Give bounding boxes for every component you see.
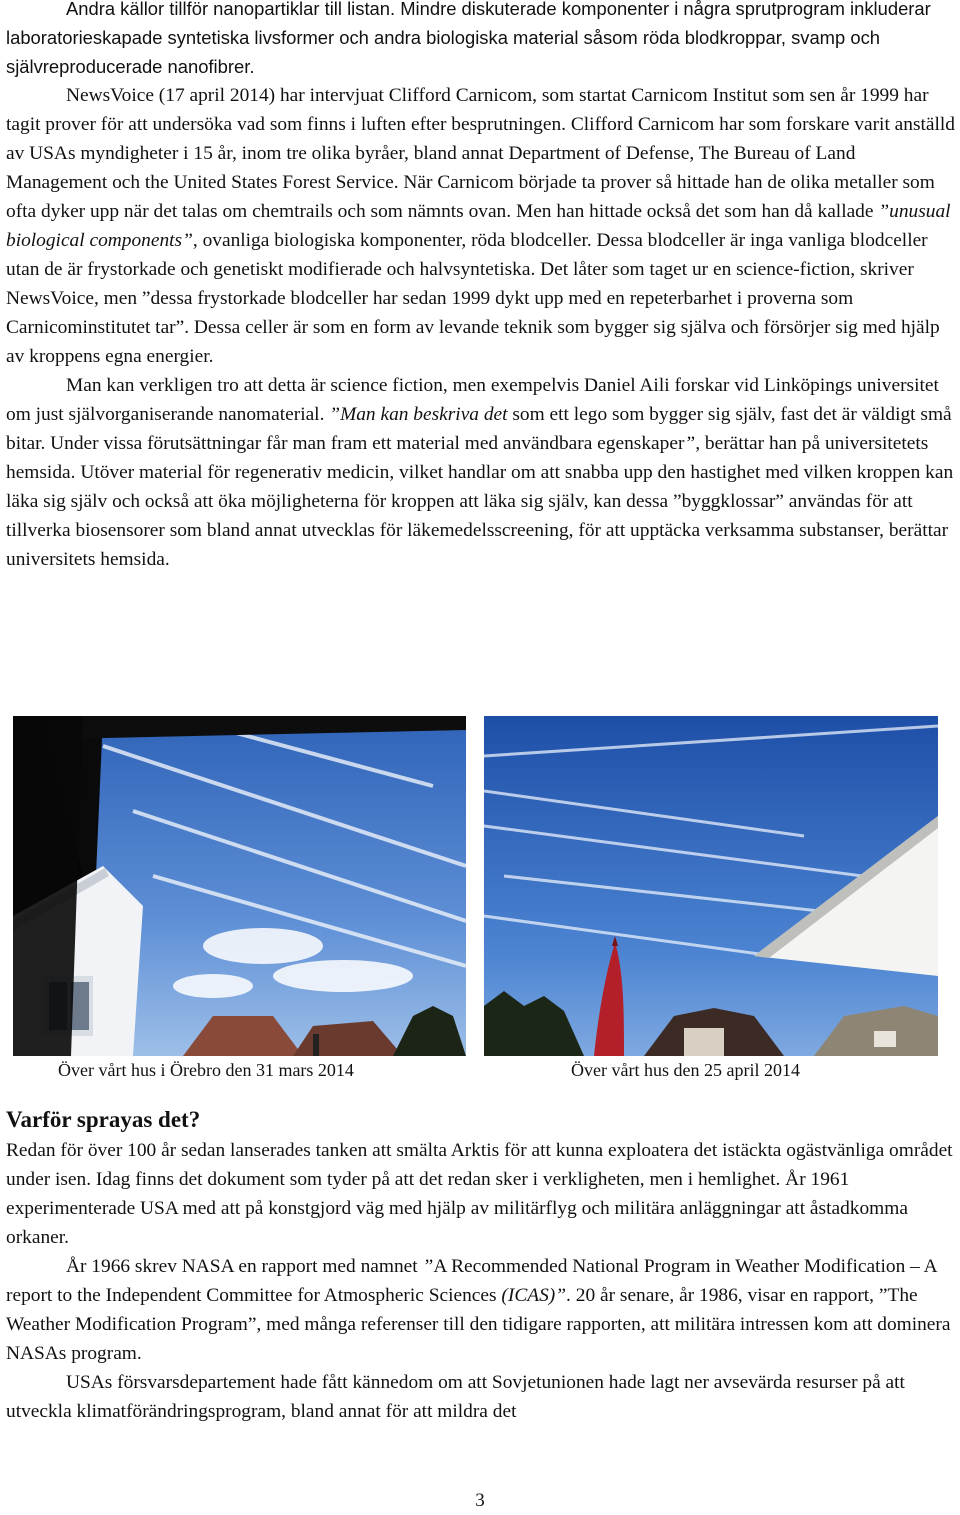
photo-sky-april (484, 716, 938, 1056)
photo-window-sky-march (13, 716, 466, 1056)
paragraph-text: , ovanliga biologiska komponenter, röda blodceller. Dessa blodceller är inga vanliga blodceller utan de är frystorkade och genetiskt modifierade och halvsyntetiska. Det låter som taget ur en science-fiction, skriver NewsVoice, men ”dessa frystorkade blodceller har sedan 1999 dykt upp med en repeterbarhet i proverna som Carnicominstitutet tar”. Dessa celler är som en form av levande teknik som bygger sig själva och försörjer sig med hjälp av kroppens egna energier. (6, 230, 940, 367)
italic-quote: ” (422, 1256, 434, 1277)
section-why-sprayed (6, 1107, 956, 1426)
paragraph-text: NewsVoice (17 april 2014) har intervjuat Clifford Carnicom, som startat Carnicom Institut som sen år 1999 har tagit prover för att undersöka vad som finns i luften efter besprutningen. Clifford Carnicom har som forskare varit anställd av USAs myndigheter i 15 år, inom tre olika byråer, bland annat Department of Defense, The Bureau of Land Management och the United States Forest Service. När Carnicom började ta prover så hittade han de olika metaller som ofta dyker upp när det talas om chemtrails och som nämnts ovan. Men han hittade också det som han då kallade (6, 85, 955, 222)
paragraph-text: Man kan verkligen tro att detta är science fiction, men exempelvis Daniel Aili forskar vid Linköpings universitet om just självorganiserande nanomaterial. (6, 375, 939, 425)
paragraph-text: USAs försvarsdepartement hade fått kännedom om att Sovjetunionen hade lagt ner avsevärda resurser på att utveckla klimatförändringsprogram, bland annat för att mildra det (6, 1372, 905, 1422)
section-heading: Varför sprayas det? (6, 1107, 201, 1132)
paragraph-text: . 20 år senare, år 1986, visar en rapport, ”The Weather Modification Program”, med många referenser till den tidigare rapporten, att militära intressen kom att dominera NASAs program. (6, 1285, 951, 1364)
italic-quote: (ICAS)” (501, 1285, 567, 1306)
paragraph-nanoparticles (6, 0, 956, 81)
italic-quote: ”, (684, 433, 701, 454)
caption-left: Över vårt hus i Örebro den 31 mars 2014 (58, 1060, 354, 1080)
paragraph-text: Andra källor tillför nanopartiklar till listan. Mindre diskuterade komponenter i några sprutprogram inkluderar laboratorieskapade syntetiska livsformer och andra biologiska material såsom röda blodkroppar, svamp och självreproducerade nanofibrer. (6, 0, 931, 77)
italic-quote: ”unusual biological components” (6, 201, 951, 251)
paragraph-nasa-report (6, 1252, 956, 1368)
body-text-block (6, 0, 956, 574)
paragraph-text: berättar han på universitetets hemsida. Utöver material för regenerativ medicin, vilket handlar om att snabba upp den hastighet med vilken kroppen kan läka sig själv och också att öka möjligheterna för kroppen att läka sig själv, kan dessa ”byggklossar” användas för att tillverka biosensorer som bland annat utvecklas för läkemedelsscreening, för att upptäcka verksamma substanser, berättar universitets hemsida. (6, 433, 954, 570)
italic-quote: ”Man kan beskriva det (329, 404, 508, 425)
paragraph-defense-department (6, 1368, 956, 1426)
paragraph-arctic (6, 1136, 956, 1252)
paragraph-text: A Recommended National Program in Weather Modification – A report to the Independent Committee for Atmospheric Sciences (6, 1256, 937, 1306)
paragraph-text: som ett lego som bygger sig själv, fast det är väldigt små bitar. Under vissa förutsättningar får man fram ett material med användbara egenskaper (6, 404, 952, 454)
page-number: 3 (475, 1490, 485, 1511)
caption-right: Över vårt hus den 25 april 2014 (571, 1060, 800, 1080)
paragraph-linkoping (6, 371, 956, 574)
paragraph-text: År 1966 skrev NASA en rapport med namnet (66, 1256, 423, 1277)
paragraph-text: Redan för över 100 år sedan lanserades tanken att smälta Arktis för att kunna exploatera det istäckta ogästvänliga området under isen. Idag finns det dokument som tyder på att det redan sker i verkligheten, men i hemlighet. År 1961 experimenterade USA med att på konstgjord väg med hjälp av militärflyg och militära anläggningar att åstadkomma orkaner. (6, 1140, 953, 1248)
paragraph-newsvoice (6, 81, 956, 371)
